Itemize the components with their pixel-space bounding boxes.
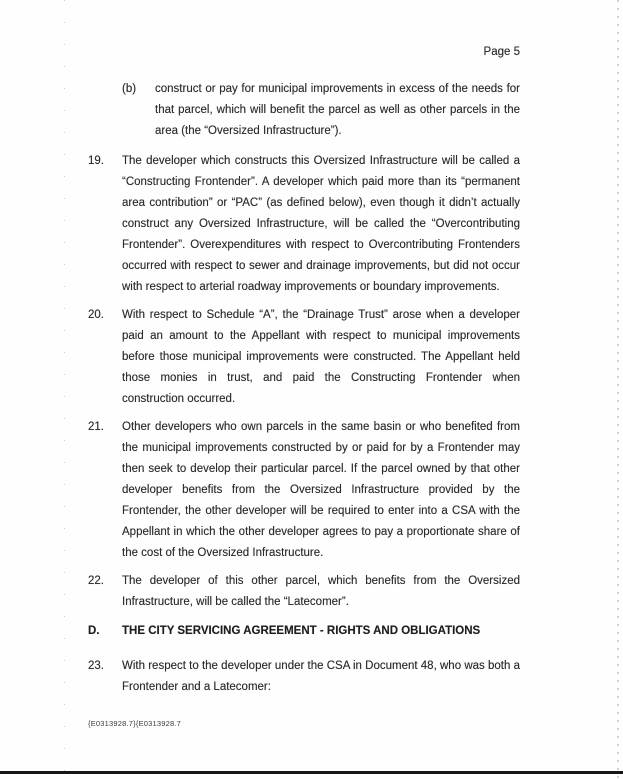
- paragraph-20-text: With respect to Schedule “A”, the “Drainage Trust” arose when a developer paid an amount to the Appellant with respect to municipal improvements before those municipal improvements were constructed. The Appellant held those monies in trust, and paid the Constructing Frontender when construction occurred.: [122, 309, 520, 405]
- paragraph-22-text: The developer of this other parcel, which benefits from the Oversized Infrastructure, will be called the “Latecomer”.: [122, 575, 520, 608]
- section-heading-d: [88, 621, 520, 642]
- paragraph-19-number: 19.: [88, 155, 104, 167]
- paragraph-21-number: 21.: [88, 421, 104, 433]
- paragraph-b: [122, 79, 520, 142]
- paragraph-19: [88, 151, 520, 298]
- paragraph-19-text: The developer which constructs this Oversized Infrastructure will be called a “Constructing Frontender”. A developer which paid more than its “permanent area contribution” or “PAC” (as defined below), even though it didn’t actually construct any Oversized Infrastructure, will be called the “Overcontributing Frontender”. Overexpenditures with respect to Overcontributing Frontenders occurred with respect to sewer and drainage improvements, but did not occur with respect to arterial roadway improvements or boundary improvements.: [122, 155, 520, 293]
- paragraph-b-text: construct or pay for municipal improvements in excess of the needs for that parcel, which will benefit the parcel as well as other parcels in the area (the “Oversized Infrastructure”).: [155, 83, 520, 137]
- paragraph-20: [88, 305, 520, 410]
- paragraph-22-number: 22.: [88, 575, 104, 587]
- paragraph-20-number: 20.: [88, 309, 104, 321]
- footer-document-stamp: {E0313928.7}{E0313928.7: [88, 719, 182, 728]
- paragraph-23: [88, 656, 520, 698]
- paragraph-23-number: 23.: [88, 660, 104, 672]
- paragraph-21-text: Other developers who own parcels in the same basin or who benefited from the municipal improvements constructed by or paid for by a Frontender may then seek to develop their particular parcel. If the parcel owned by that other developer benefits from the Oversized Infrastructure provided by the Frontender, the other developer will be required to enter into a CSA with the Appellant in which the other developer agrees to pay a proportionate share of the cost of the Oversized Infrastructure.: [122, 421, 520, 559]
- paragraph-22: [88, 571, 520, 613]
- paragraph-23-text: With respect to the developer under the CSA in Document 48, who was both a Frontender and a Latecomer:: [122, 660, 520, 693]
- scan-artifact-bottom-line: [0, 771, 623, 774]
- scan-artifact-right-dots: [617, 0, 619, 779]
- section-heading-d-title: THE CITY SERVICING AGREEMENT - RIGHTS AND OBLIGATIONS: [122, 625, 481, 637]
- page-number: Page 5: [483, 46, 520, 58]
- document-content: [88, 42, 520, 705]
- scan-artifact-left-dots: [64, 0, 65, 779]
- section-heading-d-label: D.: [88, 625, 100, 637]
- paragraph-b-label: (b): [122, 83, 137, 95]
- paragraph-21: [88, 417, 520, 564]
